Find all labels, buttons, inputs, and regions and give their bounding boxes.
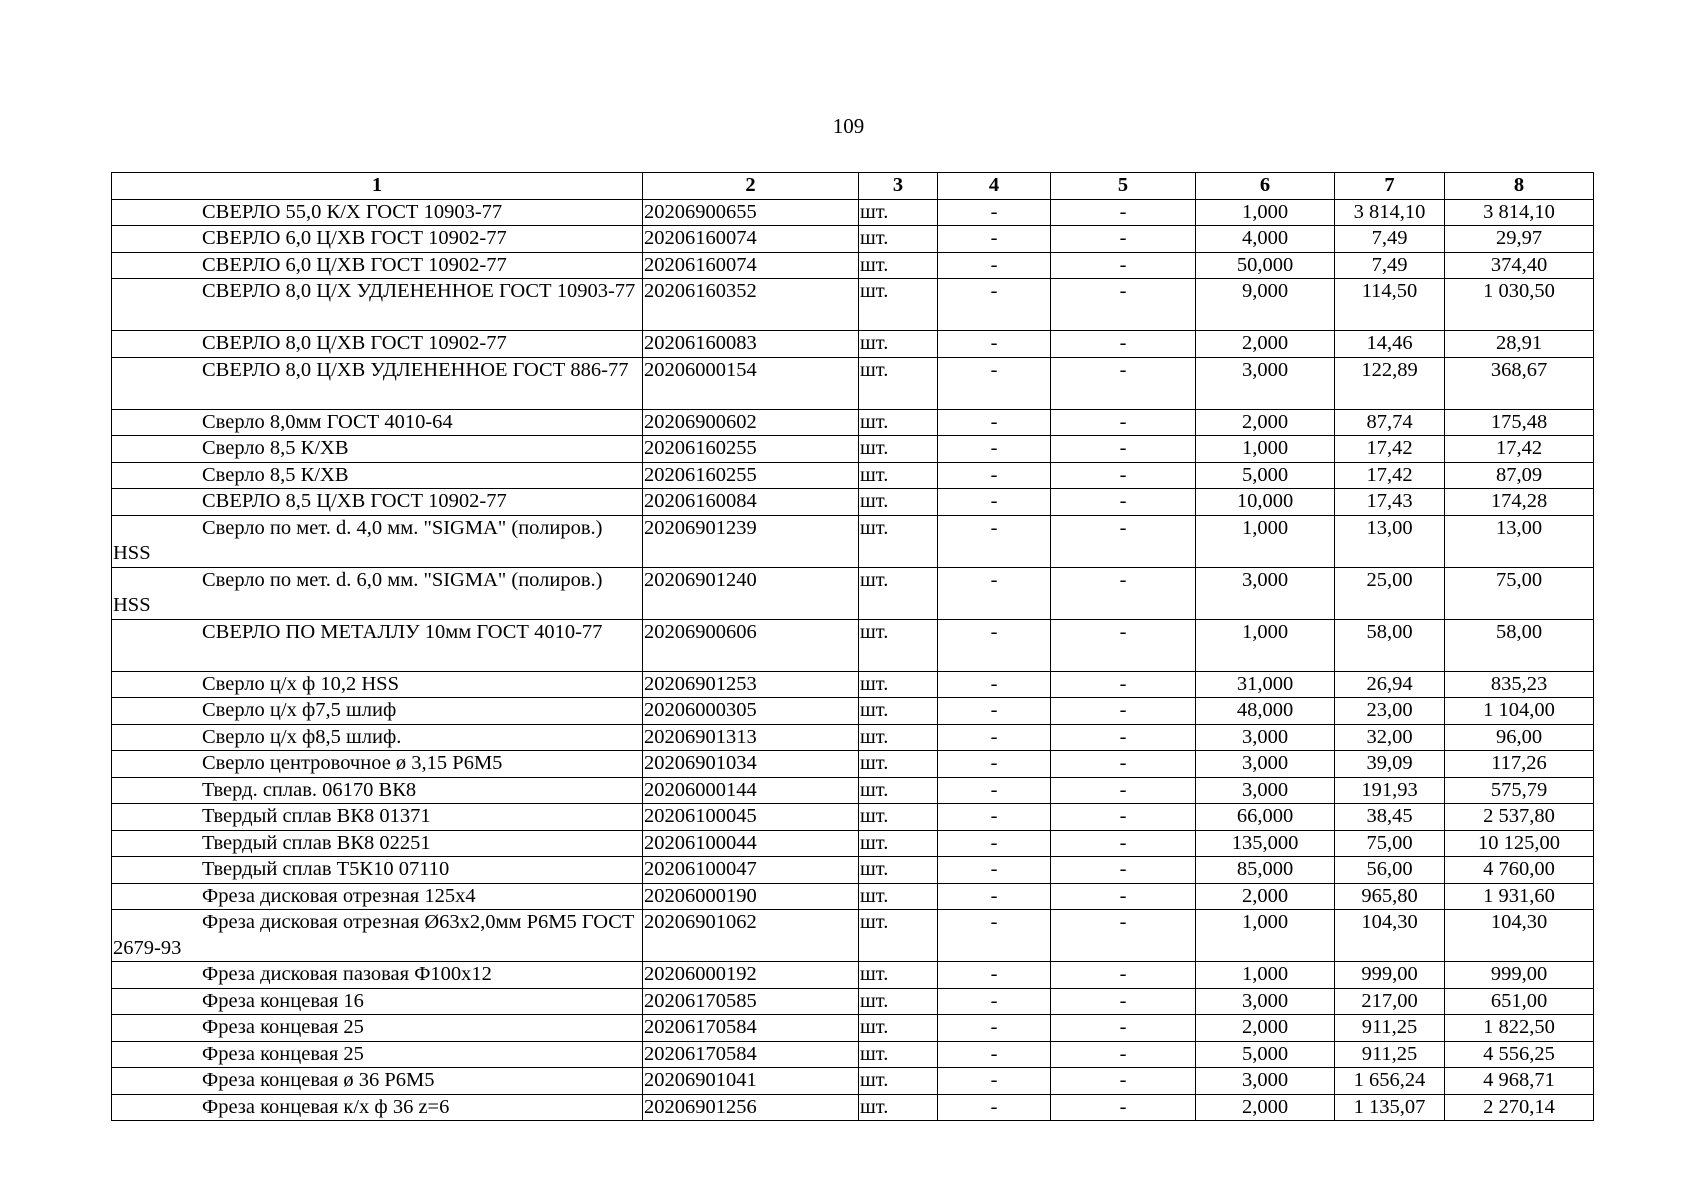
column-5-cell: - [1051,857,1196,884]
column-5-cell: - [1051,357,1196,409]
table-row [112,883,1594,910]
table-row [112,671,1594,698]
price-cell: 911,25 [1335,1041,1445,1068]
price-cell: 104,30 [1335,910,1445,962]
price-cell: 7,49 [1335,252,1445,279]
price-cell: 26,94 [1335,671,1445,698]
sum-cell: 1 931,60 [1445,883,1594,910]
column-4-cell: - [938,962,1051,989]
table-row [112,226,1594,253]
item-code-cell: 20206170584 [643,1015,859,1042]
quantity-cell: 1,000 [1196,962,1335,989]
column-header: 8 [1445,173,1594,200]
price-cell: 1 656,24 [1335,1068,1445,1095]
item-name-cell: Фреза дисковая отрезная 125х4 [112,883,643,910]
table-row [112,515,1594,567]
sum-cell: 104,30 [1445,910,1594,962]
unit-cell: шт. [859,698,938,725]
sum-cell: 1 822,50 [1445,1015,1594,1042]
table-row [112,436,1594,463]
item-name-cell: Фреза концевая 25 [112,1015,643,1042]
item-name-cell: СВЕРЛО 6,0 Ц/ХВ ГОСТ 10902-77 [112,226,643,253]
column-4-cell: - [938,724,1051,751]
quantity-cell: 2,000 [1196,883,1335,910]
item-code-cell: 20206170584 [643,1041,859,1068]
table-row [112,567,1594,619]
table-row [112,1094,1594,1121]
column-4-cell: - [938,199,1051,226]
unit-cell: шт. [859,199,938,226]
unit-cell: шт. [859,1015,938,1042]
column-4-cell: - [938,910,1051,962]
item-code-cell: 20206170585 [643,988,859,1015]
column-5-cell: - [1051,910,1196,962]
item-code-cell: 20206901062 [643,910,859,962]
column-5-cell: - [1051,830,1196,857]
quantity-cell: 3,000 [1196,1068,1335,1095]
unit-cell: шт. [859,751,938,778]
inventory-table [111,172,1594,1121]
price-cell: 56,00 [1335,857,1445,884]
unit-cell: шт. [859,462,938,489]
table-row [112,1041,1594,1068]
price-cell: 25,00 [1335,567,1445,619]
sum-cell: 374,40 [1445,252,1594,279]
column-header: 1 [112,173,643,200]
quantity-cell: 1,000 [1196,619,1335,671]
item-code-cell: 20206901313 [643,724,859,751]
column-5-cell: - [1051,724,1196,751]
column-4-cell: - [938,777,1051,804]
column-5-cell: - [1051,988,1196,1015]
column-5-cell: - [1051,462,1196,489]
unit-cell: шт. [859,252,938,279]
table-row [112,1015,1594,1042]
price-cell: 38,45 [1335,804,1445,831]
sum-cell: 87,09 [1445,462,1594,489]
item-code-cell: 20206901253 [643,671,859,698]
column-5-cell: - [1051,331,1196,358]
table-row [112,698,1594,725]
column-4-cell: - [938,857,1051,884]
item-name-cell: Твердый сплав ВК8 02251 [112,830,643,857]
item-code-cell: 20206901240 [643,567,859,619]
item-code-cell: 20206900606 [643,619,859,671]
column-4-cell: - [938,462,1051,489]
item-name-cell: Сверло 8,5 К/ХВ [112,436,643,463]
column-4-cell: - [938,489,1051,516]
quantity-cell: 1,000 [1196,910,1335,962]
column-5-cell: - [1051,1041,1196,1068]
item-code-cell: 20206900602 [643,409,859,436]
column-5-cell: - [1051,883,1196,910]
column-4-cell: - [938,698,1051,725]
item-name-cell: СВЕРЛО 8,0 Ц/ХВ ГОСТ 10902-77 [112,331,643,358]
item-code-cell: 20206000144 [643,777,859,804]
sum-cell: 3 814,10 [1445,199,1594,226]
quantity-cell: 1,000 [1196,515,1335,567]
quantity-cell: 3,000 [1196,988,1335,1015]
item-name-cell: Сверло 8,0мм ГОСТ 4010-64 [112,409,643,436]
unit-cell: шт. [859,515,938,567]
sum-cell: 175,48 [1445,409,1594,436]
column-header: 4 [938,173,1051,200]
quantity-cell: 4,000 [1196,226,1335,253]
unit-cell: шт. [859,1041,938,1068]
table-row [112,777,1594,804]
column-5-cell: - [1051,804,1196,831]
table-row [112,724,1594,751]
quantity-cell: 5,000 [1196,462,1335,489]
sum-cell: 117,26 [1445,751,1594,778]
column-4-cell: - [938,988,1051,1015]
quantity-cell: 10,000 [1196,489,1335,516]
item-name-cell: СВЕРЛО 6,0 Ц/ХВ ГОСТ 10902-77 [112,252,643,279]
column-5-cell: - [1051,199,1196,226]
column-header: 5 [1051,173,1196,200]
column-5-cell: - [1051,962,1196,989]
column-5-cell: - [1051,1094,1196,1121]
item-code-cell: 20206160255 [643,462,859,489]
column-4-cell: - [938,567,1051,619]
column-5-cell: - [1051,1068,1196,1095]
item-name-cell: Фреза концевая 16 [112,988,643,1015]
sum-cell: 651,00 [1445,988,1594,1015]
column-4-cell: - [938,409,1051,436]
price-cell: 17,43 [1335,489,1445,516]
sum-cell: 75,00 [1445,567,1594,619]
sum-cell: 1 030,50 [1445,279,1594,331]
price-cell: 23,00 [1335,698,1445,725]
quantity-cell: 2,000 [1196,409,1335,436]
sum-cell: 2 270,14 [1445,1094,1594,1121]
item-name-cell: Тверд. сплав. 06170 ВК8 [112,777,643,804]
unit-cell: шт. [859,436,938,463]
column-4-cell: - [938,331,1051,358]
unit-cell: шт. [859,331,938,358]
unit-cell: шт. [859,830,938,857]
quantity-cell: 3,000 [1196,357,1335,409]
item-name-cell: Сверло по мет. d. 6,0 мм. "SIGMA" (полиров.) HSS [112,567,643,619]
item-code-cell: 20206901041 [643,1068,859,1095]
table-row [112,857,1594,884]
unit-cell: шт. [859,671,938,698]
price-cell: 217,00 [1335,988,1445,1015]
quantity-cell: 31,000 [1196,671,1335,698]
item-code-cell: 20206160074 [643,252,859,279]
item-name-cell: Фреза концевая 25 [112,1041,643,1068]
column-5-cell: - [1051,409,1196,436]
table-row [112,962,1594,989]
column-4-cell: - [938,279,1051,331]
column-4-cell: - [938,1068,1051,1095]
column-5-cell: - [1051,777,1196,804]
column-4-cell: - [938,1015,1051,1042]
unit-cell: шт. [859,279,938,331]
unit-cell: шт. [859,804,938,831]
price-cell: 87,74 [1335,409,1445,436]
column-4-cell: - [938,357,1051,409]
sum-cell: 575,79 [1445,777,1594,804]
price-cell: 17,42 [1335,462,1445,489]
table-row [112,489,1594,516]
column-4-cell: - [938,1094,1051,1121]
quantity-cell: 2,000 [1196,331,1335,358]
column-5-cell: - [1051,252,1196,279]
price-cell: 58,00 [1335,619,1445,671]
unit-cell: шт. [859,567,938,619]
sum-cell: 13,00 [1445,515,1594,567]
quantity-cell: 1,000 [1196,199,1335,226]
price-cell: 114,50 [1335,279,1445,331]
table-body [112,199,1594,1121]
table-row [112,279,1594,331]
column-4-cell: - [938,1041,1051,1068]
quantity-cell: 66,000 [1196,804,1335,831]
quantity-cell: 85,000 [1196,857,1335,884]
column-5-cell: - [1051,489,1196,516]
quantity-cell: 135,000 [1196,830,1335,857]
item-name-cell: СВЕРЛО 55,0 К/Х ГОСТ 10903-77 [112,199,643,226]
item-name-cell: Фреза концевая ø 36 Р6М5 [112,1068,643,1095]
column-5-cell: - [1051,619,1196,671]
column-4-cell: - [938,804,1051,831]
sum-cell: 10 125,00 [1445,830,1594,857]
item-code-cell: 20206160255 [643,436,859,463]
item-code-cell: 20206000154 [643,357,859,409]
sum-cell: 2 537,80 [1445,804,1594,831]
item-code-cell: 20206160352 [643,279,859,331]
column-4-cell: - [938,226,1051,253]
sum-cell: 999,00 [1445,962,1594,989]
column-5-cell: - [1051,567,1196,619]
quantity-cell: 5,000 [1196,1041,1335,1068]
sum-cell: 4 760,00 [1445,857,1594,884]
table-row [112,252,1594,279]
sum-cell: 835,23 [1445,671,1594,698]
quantity-cell: 3,000 [1196,724,1335,751]
column-header: 7 [1335,173,1445,200]
item-name-cell: Фреза дисковая пазовая Ф100х12 [112,962,643,989]
unit-cell: шт. [859,988,938,1015]
quantity-cell: 2,000 [1196,1015,1335,1042]
unit-cell: шт. [859,910,938,962]
item-code-cell: 20206000305 [643,698,859,725]
quantity-cell: 3,000 [1196,777,1335,804]
sum-cell: 368,67 [1445,357,1594,409]
item-name-cell: Фреза дисковая отрезная Ø63х2,0мм Р6М5 ГОСТ 2679-93 [112,910,643,962]
table-row [112,830,1594,857]
sum-cell: 174,28 [1445,489,1594,516]
sum-cell: 96,00 [1445,724,1594,751]
item-code-cell: 20206901256 [643,1094,859,1121]
table-row [112,357,1594,409]
item-code-cell: 20206100044 [643,830,859,857]
column-4-cell: - [938,883,1051,910]
price-cell: 75,00 [1335,830,1445,857]
table-row [112,910,1594,962]
unit-cell: шт. [859,883,938,910]
column-header: 2 [643,173,859,200]
column-4-cell: - [938,671,1051,698]
table-row [112,462,1594,489]
column-5-cell: - [1051,226,1196,253]
item-code-cell: 20206901034 [643,751,859,778]
sum-cell: 4 968,71 [1445,1068,1594,1095]
column-4-cell: - [938,436,1051,463]
item-code-cell: 20206000192 [643,962,859,989]
column-5-cell: - [1051,1015,1196,1042]
price-cell: 13,00 [1335,515,1445,567]
item-name-cell: СВЕРЛО 8,5 Ц/ХВ ГОСТ 10902-77 [112,489,643,516]
unit-cell: шт. [859,226,938,253]
header-row [112,173,1594,200]
sum-cell: 4 556,25 [1445,1041,1594,1068]
price-cell: 7,49 [1335,226,1445,253]
column-5-cell: - [1051,698,1196,725]
unit-cell: шт. [859,1094,938,1121]
quantity-cell: 50,000 [1196,252,1335,279]
quantity-cell: 2,000 [1196,1094,1335,1121]
column-4-cell: - [938,252,1051,279]
unit-cell: шт. [859,1068,938,1095]
item-code-cell: 20206160083 [643,331,859,358]
item-name-cell: Сверло центровочное ø 3,15 Р6М5 [112,751,643,778]
unit-cell: шт. [859,857,938,884]
item-name-cell: СВЕРЛО ПО МЕТАЛЛУ 10мм ГОСТ 4010-77 [112,619,643,671]
column-5-cell: - [1051,671,1196,698]
table-row [112,199,1594,226]
unit-cell: шт. [859,724,938,751]
sum-cell: 17,42 [1445,436,1594,463]
column-4-cell: - [938,751,1051,778]
price-cell: 122,89 [1335,357,1445,409]
sum-cell: 1 104,00 [1445,698,1594,725]
quantity-cell: 1,000 [1196,436,1335,463]
sum-cell: 29,97 [1445,226,1594,253]
item-name-cell: Твердый сплав ВК8 01371 [112,804,643,831]
quantity-cell: 3,000 [1196,751,1335,778]
price-cell: 911,25 [1335,1015,1445,1042]
price-cell: 17,42 [1335,436,1445,463]
column-5-cell: - [1051,751,1196,778]
item-name-cell: СВЕРЛО 8,0 Ц/ХВ УДЛЕНЕННОЕ ГОСТ 886-77 [112,357,643,409]
column-5-cell: - [1051,436,1196,463]
column-header: 3 [859,173,938,200]
item-name-cell: Сверло ц/х ф8,5 шлиф. [112,724,643,751]
table-row [112,619,1594,671]
item-code-cell: 20206900655 [643,199,859,226]
table-row [112,804,1594,831]
price-cell: 39,09 [1335,751,1445,778]
item-code-cell: 20206100047 [643,857,859,884]
column-5-cell: - [1051,279,1196,331]
table-row [112,1068,1594,1095]
price-cell: 191,93 [1335,777,1445,804]
unit-cell: шт. [859,357,938,409]
item-code-cell: 20206100045 [643,804,859,831]
item-name-cell: Сверло ц/х ф 10,2 HSS [112,671,643,698]
column-5-cell: - [1051,515,1196,567]
price-cell: 32,00 [1335,724,1445,751]
item-code-cell: 20206160084 [643,489,859,516]
sum-cell: 58,00 [1445,619,1594,671]
quantity-cell: 3,000 [1196,567,1335,619]
column-4-cell: - [938,619,1051,671]
item-name-cell: Твердый сплав Т5К10 07110 [112,857,643,884]
price-cell: 14,46 [1335,331,1445,358]
table-row [112,751,1594,778]
quantity-cell: 9,000 [1196,279,1335,331]
price-cell: 965,80 [1335,883,1445,910]
unit-cell: шт. [859,962,938,989]
item-name-cell: Сверло 8,5 К/ХВ [112,462,643,489]
item-name-cell: СВЕРЛО 8,0 Ц/Х УДЛЕНЕННОЕ ГОСТ 10903-77 [112,279,643,331]
item-code-cell: 20206160074 [643,226,859,253]
table-row [112,331,1594,358]
item-name-cell: Сверло по мет. d. 4,0 мм. "SIGMA" (полиров.) HSS [112,515,643,567]
sum-cell: 28,91 [1445,331,1594,358]
table-row [112,409,1594,436]
item-name-cell: Сверло ц/х ф7,5 шлиф [112,698,643,725]
unit-cell: шт. [859,409,938,436]
table-row [112,988,1594,1015]
column-4-cell: - [938,830,1051,857]
price-cell: 999,00 [1335,962,1445,989]
quantity-cell: 48,000 [1196,698,1335,725]
column-header: 6 [1196,173,1335,200]
page-number: 109 [832,114,865,138]
item-code-cell: 20206901239 [643,515,859,567]
price-cell: 3 814,10 [1335,199,1445,226]
column-4-cell: - [938,515,1051,567]
unit-cell: шт. [859,619,938,671]
item-name-cell: Фреза концевая к/х ф 36 z=6 [112,1094,643,1121]
item-code-cell: 20206000190 [643,883,859,910]
unit-cell: шт. [859,777,938,804]
unit-cell: шт. [859,489,938,516]
price-cell: 1 135,07 [1335,1094,1445,1121]
